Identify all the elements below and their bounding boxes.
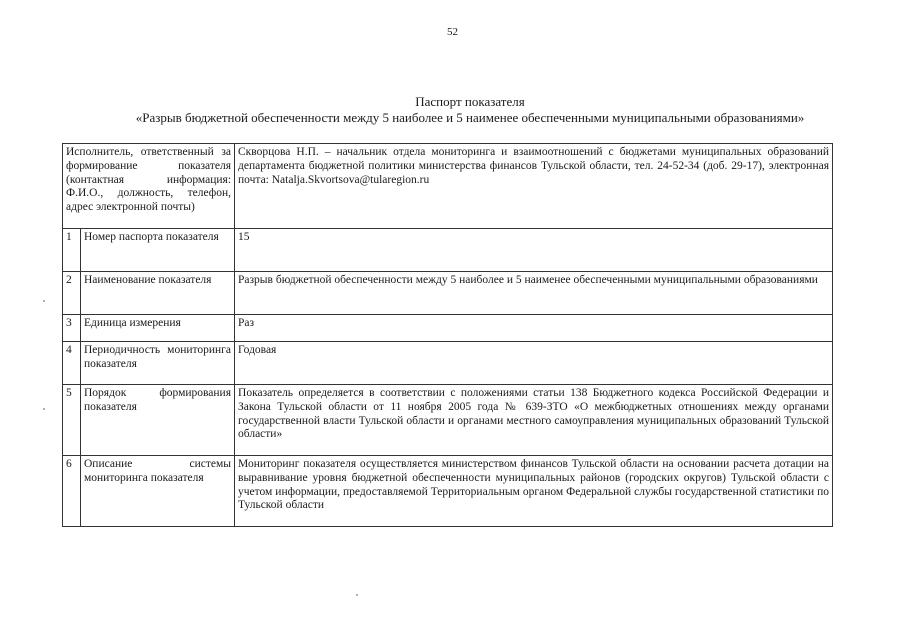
table-row-responsible — [63, 144, 833, 229]
table-row — [63, 342, 833, 385]
page-number: 52 — [447, 26, 458, 38]
row-number: 6 — [63, 456, 81, 527]
row-label: Единица измерения — [81, 315, 235, 342]
row-label: Наименование показателя — [81, 272, 235, 315]
row-value: Мониторинг показателя осуществляется министерством финансов Тульской области на основании расчета дотации на выравнивание уровня бюджетной обеспеченности муниципальных районов (городских округов) Тульской области с учетом информации, предоставляемой Территориальным органом Федеральной службы государственной статистики по Тульской области — [235, 456, 833, 527]
table-row — [63, 229, 833, 272]
responsible-label: Исполнитель, ответственный за формирование показателя (контактная информация: Ф.И.О., должность, телефон, адрес электронной почты) — [63, 144, 235, 229]
responsible-value: Скворцова Н.П. – начальник отдела мониторинга и взаимоотношений с бюджетами муниципальных образований департамента бюджетной политики министерства финансов Тульской области, тел. 24-52-34 (доб. 29-17), электронная почта: Natalja.Skvortsova@tularegion.ru — [235, 144, 833, 229]
row-value: Годовая — [235, 342, 833, 385]
passport-table — [62, 143, 833, 527]
row-label: Порядок формирования показателя — [81, 385, 235, 456]
table-row — [63, 272, 833, 315]
row-label: Периодичность мониторинга показателя — [81, 342, 235, 385]
row-value: Разрыв бюджетной обеспеченности между 5 наиболее и 5 наименее обеспеченными муниципальными образованиями — [235, 272, 833, 315]
scan-speck — [43, 408, 45, 410]
scan-speck — [43, 300, 45, 302]
row-value: Раз — [235, 315, 833, 342]
title-line-1: Паспорт показателя — [415, 94, 525, 109]
table-row — [63, 315, 833, 342]
table-row — [63, 456, 833, 527]
row-number: 3 — [63, 315, 81, 342]
row-number: 5 — [63, 385, 81, 456]
row-number: 4 — [63, 342, 81, 385]
title-line-2: «Разрыв бюджетной обеспеченности между 5 наиболее и 5 наименее обеспеченными муниципальными образованиями» — [135, 110, 805, 125]
row-label: Номер паспорта показателя — [81, 229, 235, 272]
row-value: Показатель определяется в соответствии с положениями статьи 138 Бюджетного кодекса Российской Федерации и Закона Тульской области от 11 ноября 2005 года № 639-ЗТО «О межбюджетных отношениях между органами государственной власти Тульской области и органами местного самоуправления муниципальных образований Тульской области» — [235, 385, 833, 456]
row-label: Описание системы мониторинга показателя — [81, 456, 235, 527]
row-number: 2 — [63, 272, 81, 315]
document-title — [40, 94, 900, 126]
row-value: 15 — [235, 229, 833, 272]
scan-speck — [356, 594, 358, 596]
table-row — [63, 385, 833, 456]
row-number: 1 — [63, 229, 81, 272]
